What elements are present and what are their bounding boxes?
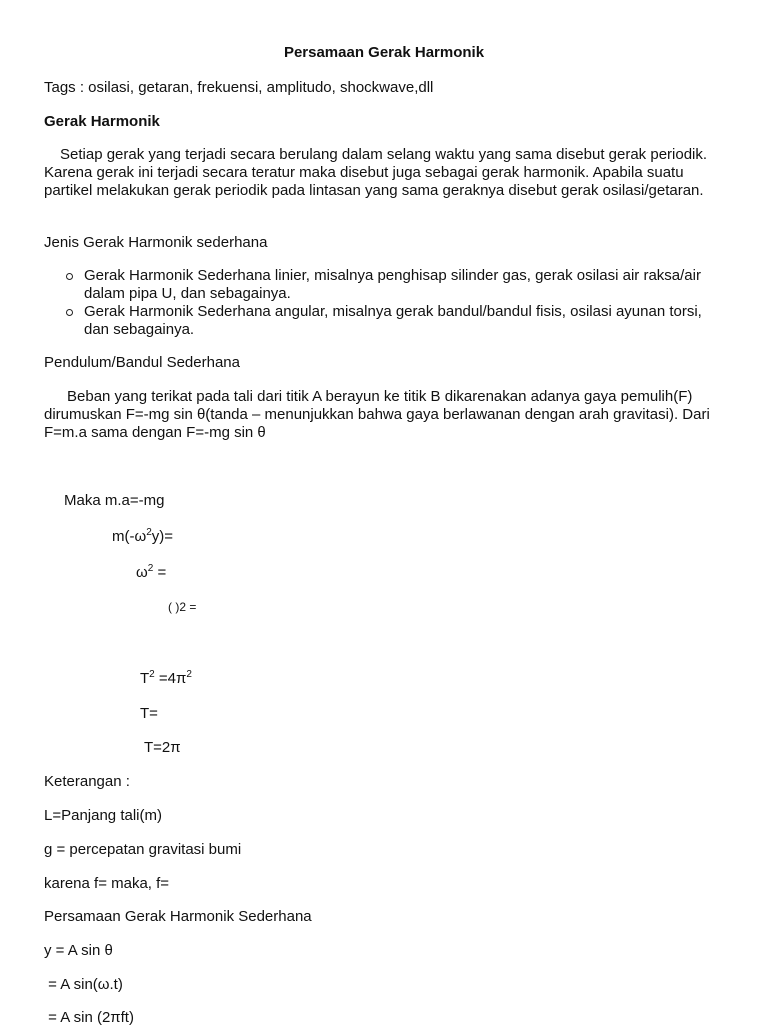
section-heading: Gerak Harmonik <box>44 113 160 130</box>
list-item <box>64 303 724 339</box>
equation-2-part: y)= <box>151 528 174 545</box>
equation-2-sup: 2 <box>146 527 152 538</box>
equation-5-part: =4π <box>154 670 187 687</box>
intro-paragraph: Setiap gerak yang terjadi secara berulang dalam selang waktu yang sama disebut gerak periodik. Karena gerak ini terjadi secara teratur maka disebut juga sebagai gerak harmonik. Apabila suatu partikel melakukan gerak periodik pada lintasan yang sama geraknya disebut gerak osilasi/getaran. <box>44 146 708 199</box>
equation-5 <box>140 670 192 688</box>
equation-5-part: T <box>140 670 150 687</box>
equation-5-sup: 2 <box>186 669 192 680</box>
equation-7: T=2π <box>144 739 181 756</box>
list-item <box>64 267 724 303</box>
shm-equation-3: = A sin (2πft) <box>44 1009 134 1026</box>
equation-2 <box>112 528 173 546</box>
types-list <box>64 267 724 339</box>
notes-heading: Keterangan : <box>44 773 130 790</box>
equation-4: ( )2 = <box>168 600 197 614</box>
list-item-text: Gerak Harmonik Sederhana linier, misalnya penghisap silinder gas, gerak osilasi air raksa/air dalam pipa U, dan sebagainya. <box>84 267 701 302</box>
list-item-text: Gerak Harmonik Sederhana angular, misalnya gerak bandul/bandul fisis, osilasi ayunan torsi, dan sebagainya. <box>84 303 702 338</box>
shm-equation-1: y = A sin θ <box>44 942 113 959</box>
equation-6: T= <box>140 705 158 722</box>
page-title: Persamaan Gerak Harmonik <box>283 44 485 61</box>
types-heading: Jenis Gerak Harmonik sederhana <box>44 234 268 251</box>
note-frequency: karena f= maka, f= <box>44 875 170 892</box>
equation-3-sup: 2 <box>147 563 154 574</box>
note-gravity: g = percepatan gravitasi bumi <box>44 841 242 858</box>
equation-3-part: = <box>153 564 167 581</box>
tags-line: Tags : osilasi, getaran, frekuensi, amplitudo, shockwave,dll <box>44 79 434 96</box>
equation-3-part: ω <box>136 564 148 581</box>
note-length: L=Panjang tali(m) <box>44 807 162 824</box>
shm-heading: Persamaan Gerak Harmonik Sederhana <box>44 908 312 925</box>
pendulum-heading: Pendulum/Bandul Sederhana <box>44 354 240 371</box>
equation-5-sup: 2 <box>149 669 155 680</box>
pendulum-paragraph: Beban yang terikat pada tali dari titik A berayun ke titik B dikarenakan adanya gaya pemulih(F) dirumuskan F=-mg sin θ(tanda – menunjukkan bahwa gaya berlawanan dengan arah gravitasi). Dari F=m.a sama dengan F=-mg sin θ <box>44 388 710 441</box>
equation-1: Maka m.a=-mg <box>64 492 165 509</box>
equation-3 <box>136 564 166 582</box>
bullet-icon <box>66 309 73 316</box>
shm-equation-2: = A sin(ω.t) <box>44 976 123 993</box>
equation-2-part: m(-ω <box>112 528 147 545</box>
bullet-icon <box>66 273 73 280</box>
